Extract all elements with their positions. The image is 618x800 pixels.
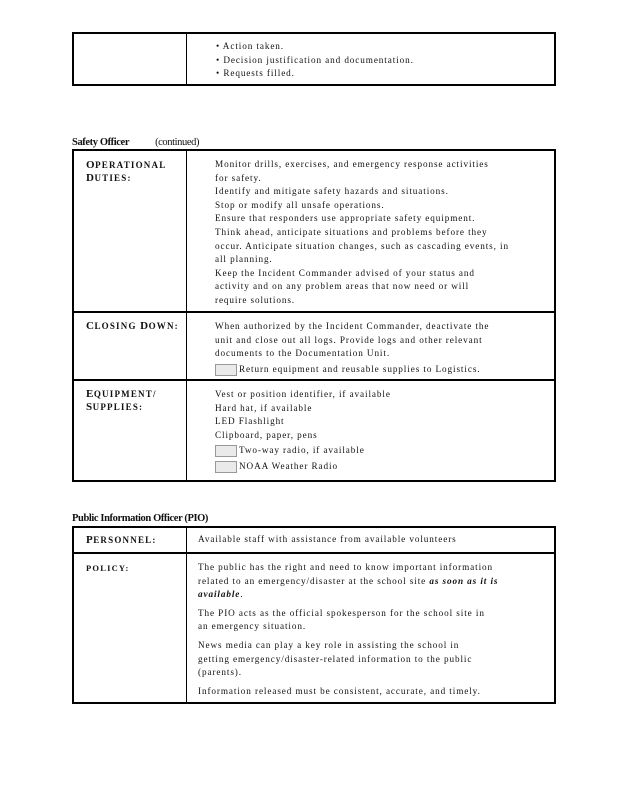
duty-line: Monitor drills, exercises, and emergency response activities [215, 159, 489, 169]
checkbox-label: Return equipment and reusable supplies to Logistics. [239, 363, 481, 374]
duty-line: occur. Anticipate situation changes, such as cascading events, in [215, 240, 509, 251]
closing-line: documents to the Documentation Unit. [215, 348, 391, 359]
closing-line: When authorized by the Incident Commander, deactivate the [215, 321, 490, 331]
equipment-line: Hard hat, if available [215, 402, 313, 413]
closing-down-row [74, 311, 554, 383]
section-title: Safety Officer [72, 137, 130, 148]
continued-note: (continued) [155, 137, 200, 148]
personnel-row [74, 528, 554, 552]
duty-line: all planning. [215, 254, 273, 265]
pio-heading: Public Information Officer (PIO) [72, 513, 209, 524]
duty-line: activity and on any problem areas that now need or will [215, 281, 470, 292]
duty-line: Stop or modify all unsafe operations. [215, 199, 385, 210]
column-divider [186, 34, 187, 84]
policy-paragraph: Information released must be consistent, accurate, and timely. [198, 685, 481, 696]
operational-duties-text [215, 158, 509, 308]
duty-line: Identify and mitigate safety hazards and situations. [215, 186, 449, 197]
duty-line: Ensure that responders use appropriate safety equipment. [215, 213, 476, 224]
closing-line: unit and close out all logs. Provide logs and other relevant [215, 334, 483, 345]
policy-paragraph: The PIO acts as the official spokesperson for the school site in an emergency situation. [198, 607, 485, 632]
top-table-bullets [216, 40, 414, 81]
duty-line: require solutions. [215, 294, 295, 305]
policy-row [74, 552, 554, 706]
checkbox-label: NOAA Weather Radio [239, 460, 338, 471]
duty-line: for safety. [215, 172, 262, 183]
checkbox[interactable] [215, 364, 237, 376]
policy-paragraph: News media can play a key role in assisting the school in getting emergency/disaster-related information to the public (parents). [198, 639, 473, 678]
duty-line: Keep the Incident Commander advised of your status and [215, 267, 475, 278]
bullet-item: • Action taken. [216, 41, 285, 51]
personnel-label: PERSONNEL: [86, 534, 157, 546]
equipment-line: Vest or position identifier, if available [215, 389, 391, 399]
operational-duties-label: OPERATIONAL DUTIES: [86, 159, 167, 184]
safety-officer-table [72, 149, 556, 482]
policy-paragraph: The public has the right and need to know important information related to an emergency/disaster at the school site as soon as it is available. [198, 562, 499, 600]
closing-down-label: CLOSING DOWN: [86, 320, 179, 332]
checklist-item [215, 444, 391, 458]
checklist-item [215, 460, 391, 474]
operational-duties-row [74, 151, 554, 313]
equipment-supplies-row [74, 379, 554, 484]
top-table [72, 32, 556, 86]
bullet-item: • Requests filled. [216, 68, 295, 79]
equipment-supplies-label: EQUIPMENT/ SUPPLIES: [86, 388, 157, 413]
checkbox[interactable] [215, 461, 237, 473]
equipment-supplies-text [215, 388, 391, 474]
checkbox-label: Two-way radio, if available [239, 445, 365, 456]
duty-line: Think ahead, anticipate situations and problems before they [215, 226, 488, 237]
checklist-item [215, 363, 489, 377]
closing-down-text [215, 320, 489, 376]
safety-officer-heading [72, 137, 199, 148]
policy-text [198, 561, 498, 703]
bullet-item: • Decision justification and documentation. [216, 54, 414, 65]
equipment-line: LED Flashlight [215, 416, 285, 427]
policy-label: POLICY: [86, 563, 130, 573]
checkbox[interactable] [215, 445, 237, 457]
equipment-line: Clipboard, paper, pens [215, 429, 318, 440]
pio-table [72, 526, 556, 704]
personnel-text: Available staff with assistance from available volunteers [198, 534, 457, 544]
